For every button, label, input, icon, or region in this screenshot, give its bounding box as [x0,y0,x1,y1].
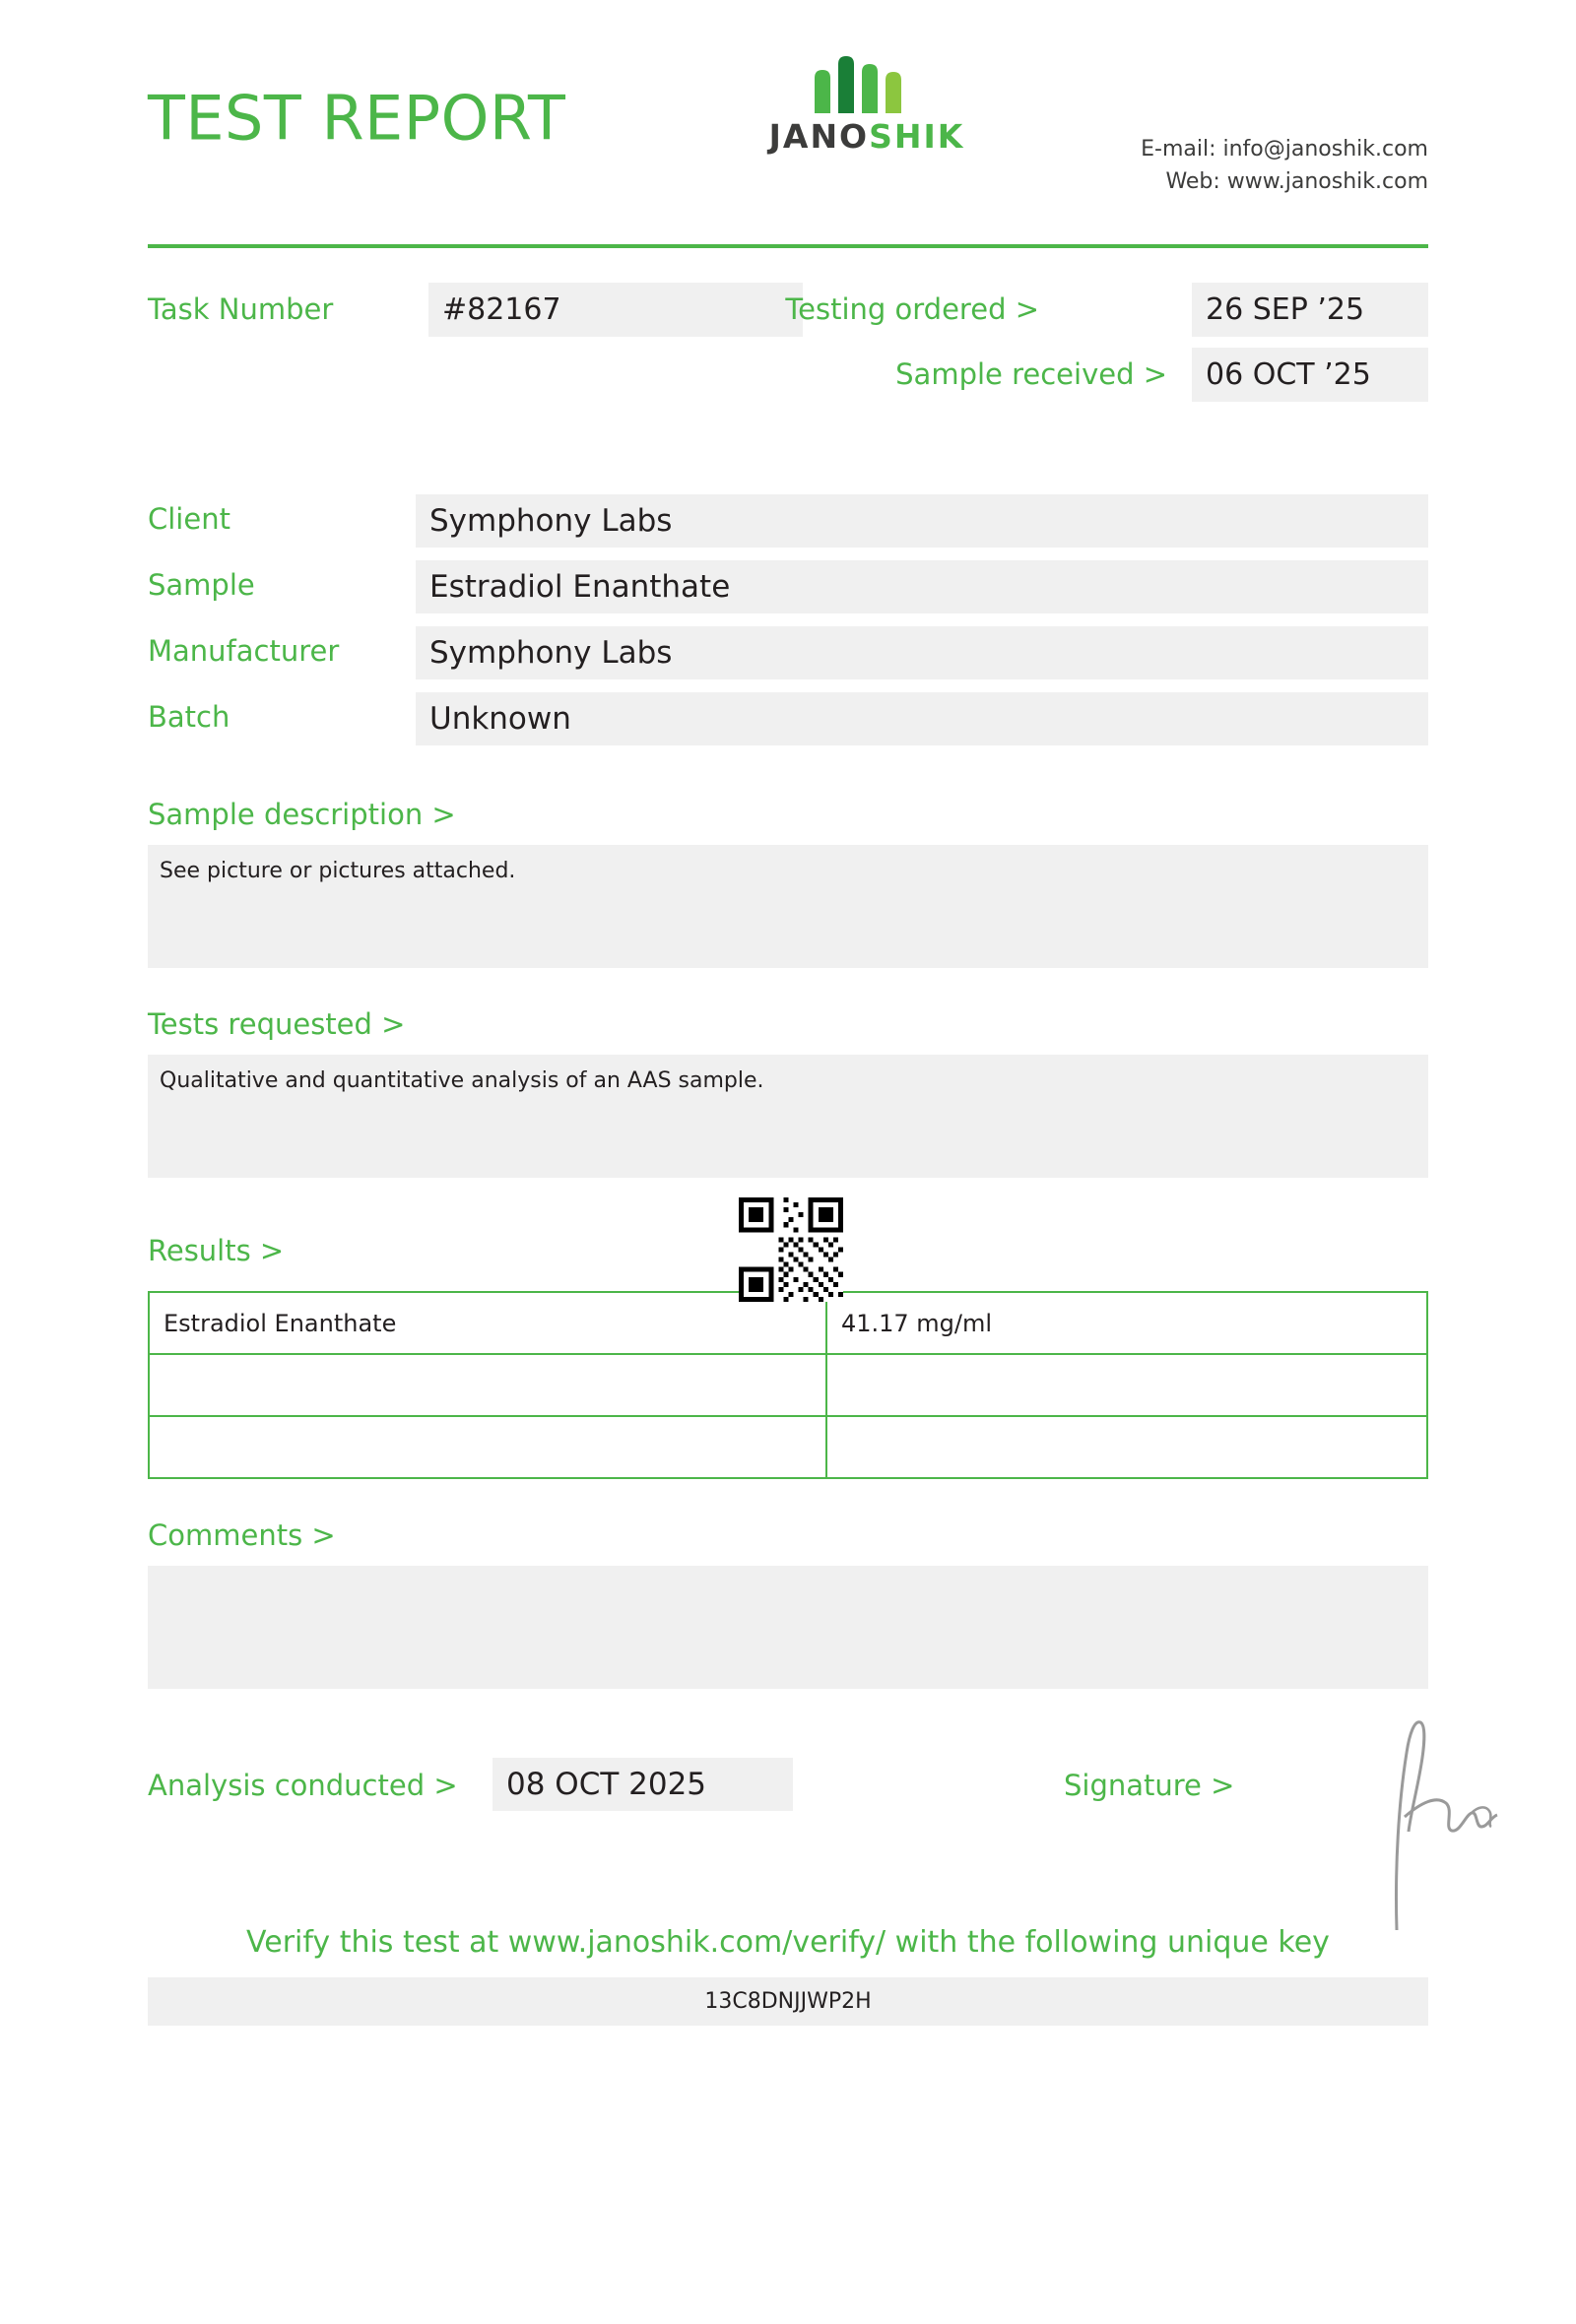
manufacturer-value: Symphony Labs [416,626,1428,679]
batch-label: Batch [148,700,230,734]
signature-icon [1369,1709,1527,1935]
report-header [148,0,1428,226]
results-heading: Results > [148,1234,285,1267]
analysis-conducted-value: 08 OCT 2025 [492,1758,793,1811]
logo-wordmark [739,117,995,156]
table-row [149,1354,1427,1416]
verify-text: Verify this test at www.janoshik.com/verify/ with the following unique key [246,1925,1330,1960]
manufacturer-label: Manufacturer [148,634,340,668]
info-row-batch [148,692,1428,758]
tests-requested-heading: Tests requested > [148,1007,406,1041]
contact-web: Web: www.janoshik.com [1165,169,1428,194]
client-label: Client [148,502,230,536]
results-header-row [148,1222,1428,1283]
page-title: TEST REPORT [148,82,566,155]
info-row-manufacturer [148,626,1428,692]
info-row-client [148,494,1428,560]
info-row-sample [148,560,1428,626]
result-substance [149,1416,826,1478]
comments-heading: Comments > [148,1518,336,1552]
testing-ordered-value: 26 SEP ’25 [1192,283,1428,337]
janoshik-logo [739,54,995,156]
comments-box [148,1566,1428,1689]
logo-word-shik: SHIK [869,117,965,156]
analysis-conducted-label: Analysis conducted > [148,1769,458,1802]
sample-received-value: 06 OCT ’25 [1192,348,1428,402]
result-substance: Estradiol Enanthate [149,1292,826,1354]
result-substance [149,1354,826,1416]
contact-email: E-mail: info@janoshik.com [1141,137,1428,161]
task-row [148,283,1428,401]
info-fields [148,494,1428,758]
logo-mark-icon [739,54,995,115]
sample-description-heading: Sample description > [148,798,456,831]
qr-code-icon [739,1197,843,1302]
logo-word-jano: JANO [768,117,870,156]
tests-requested-box: Qualitative and quantitative analysis of an AAS sample. [148,1055,1428,1178]
sample-value: Estradiol Enanthate [416,560,1428,613]
task-number-label: Task Number [148,292,334,326]
result-amount [826,1354,1427,1416]
client-value: Symphony Labs [416,494,1428,548]
sample-received-label: Sample received > [895,357,1167,391]
testing-ordered-label: Testing ordered > [785,292,1039,326]
contact-info [1141,133,1428,198]
signature-label: Signature > [1064,1769,1235,1802]
sample-description-box: See picture or pictures attached. [148,845,1428,968]
table-row [149,1416,1427,1478]
batch-value: Unknown [416,692,1428,745]
analysis-row [148,1753,1428,1871]
results-table [148,1291,1428,1479]
result-amount [826,1416,1427,1478]
sample-label: Sample [148,568,255,602]
header-divider [148,244,1428,248]
result-amount: 41.17 mg/ml [826,1292,1427,1354]
task-number-value: #82167 [428,283,803,337]
unique-key-value: 13C8DNJJWP2H [148,1977,1428,2026]
